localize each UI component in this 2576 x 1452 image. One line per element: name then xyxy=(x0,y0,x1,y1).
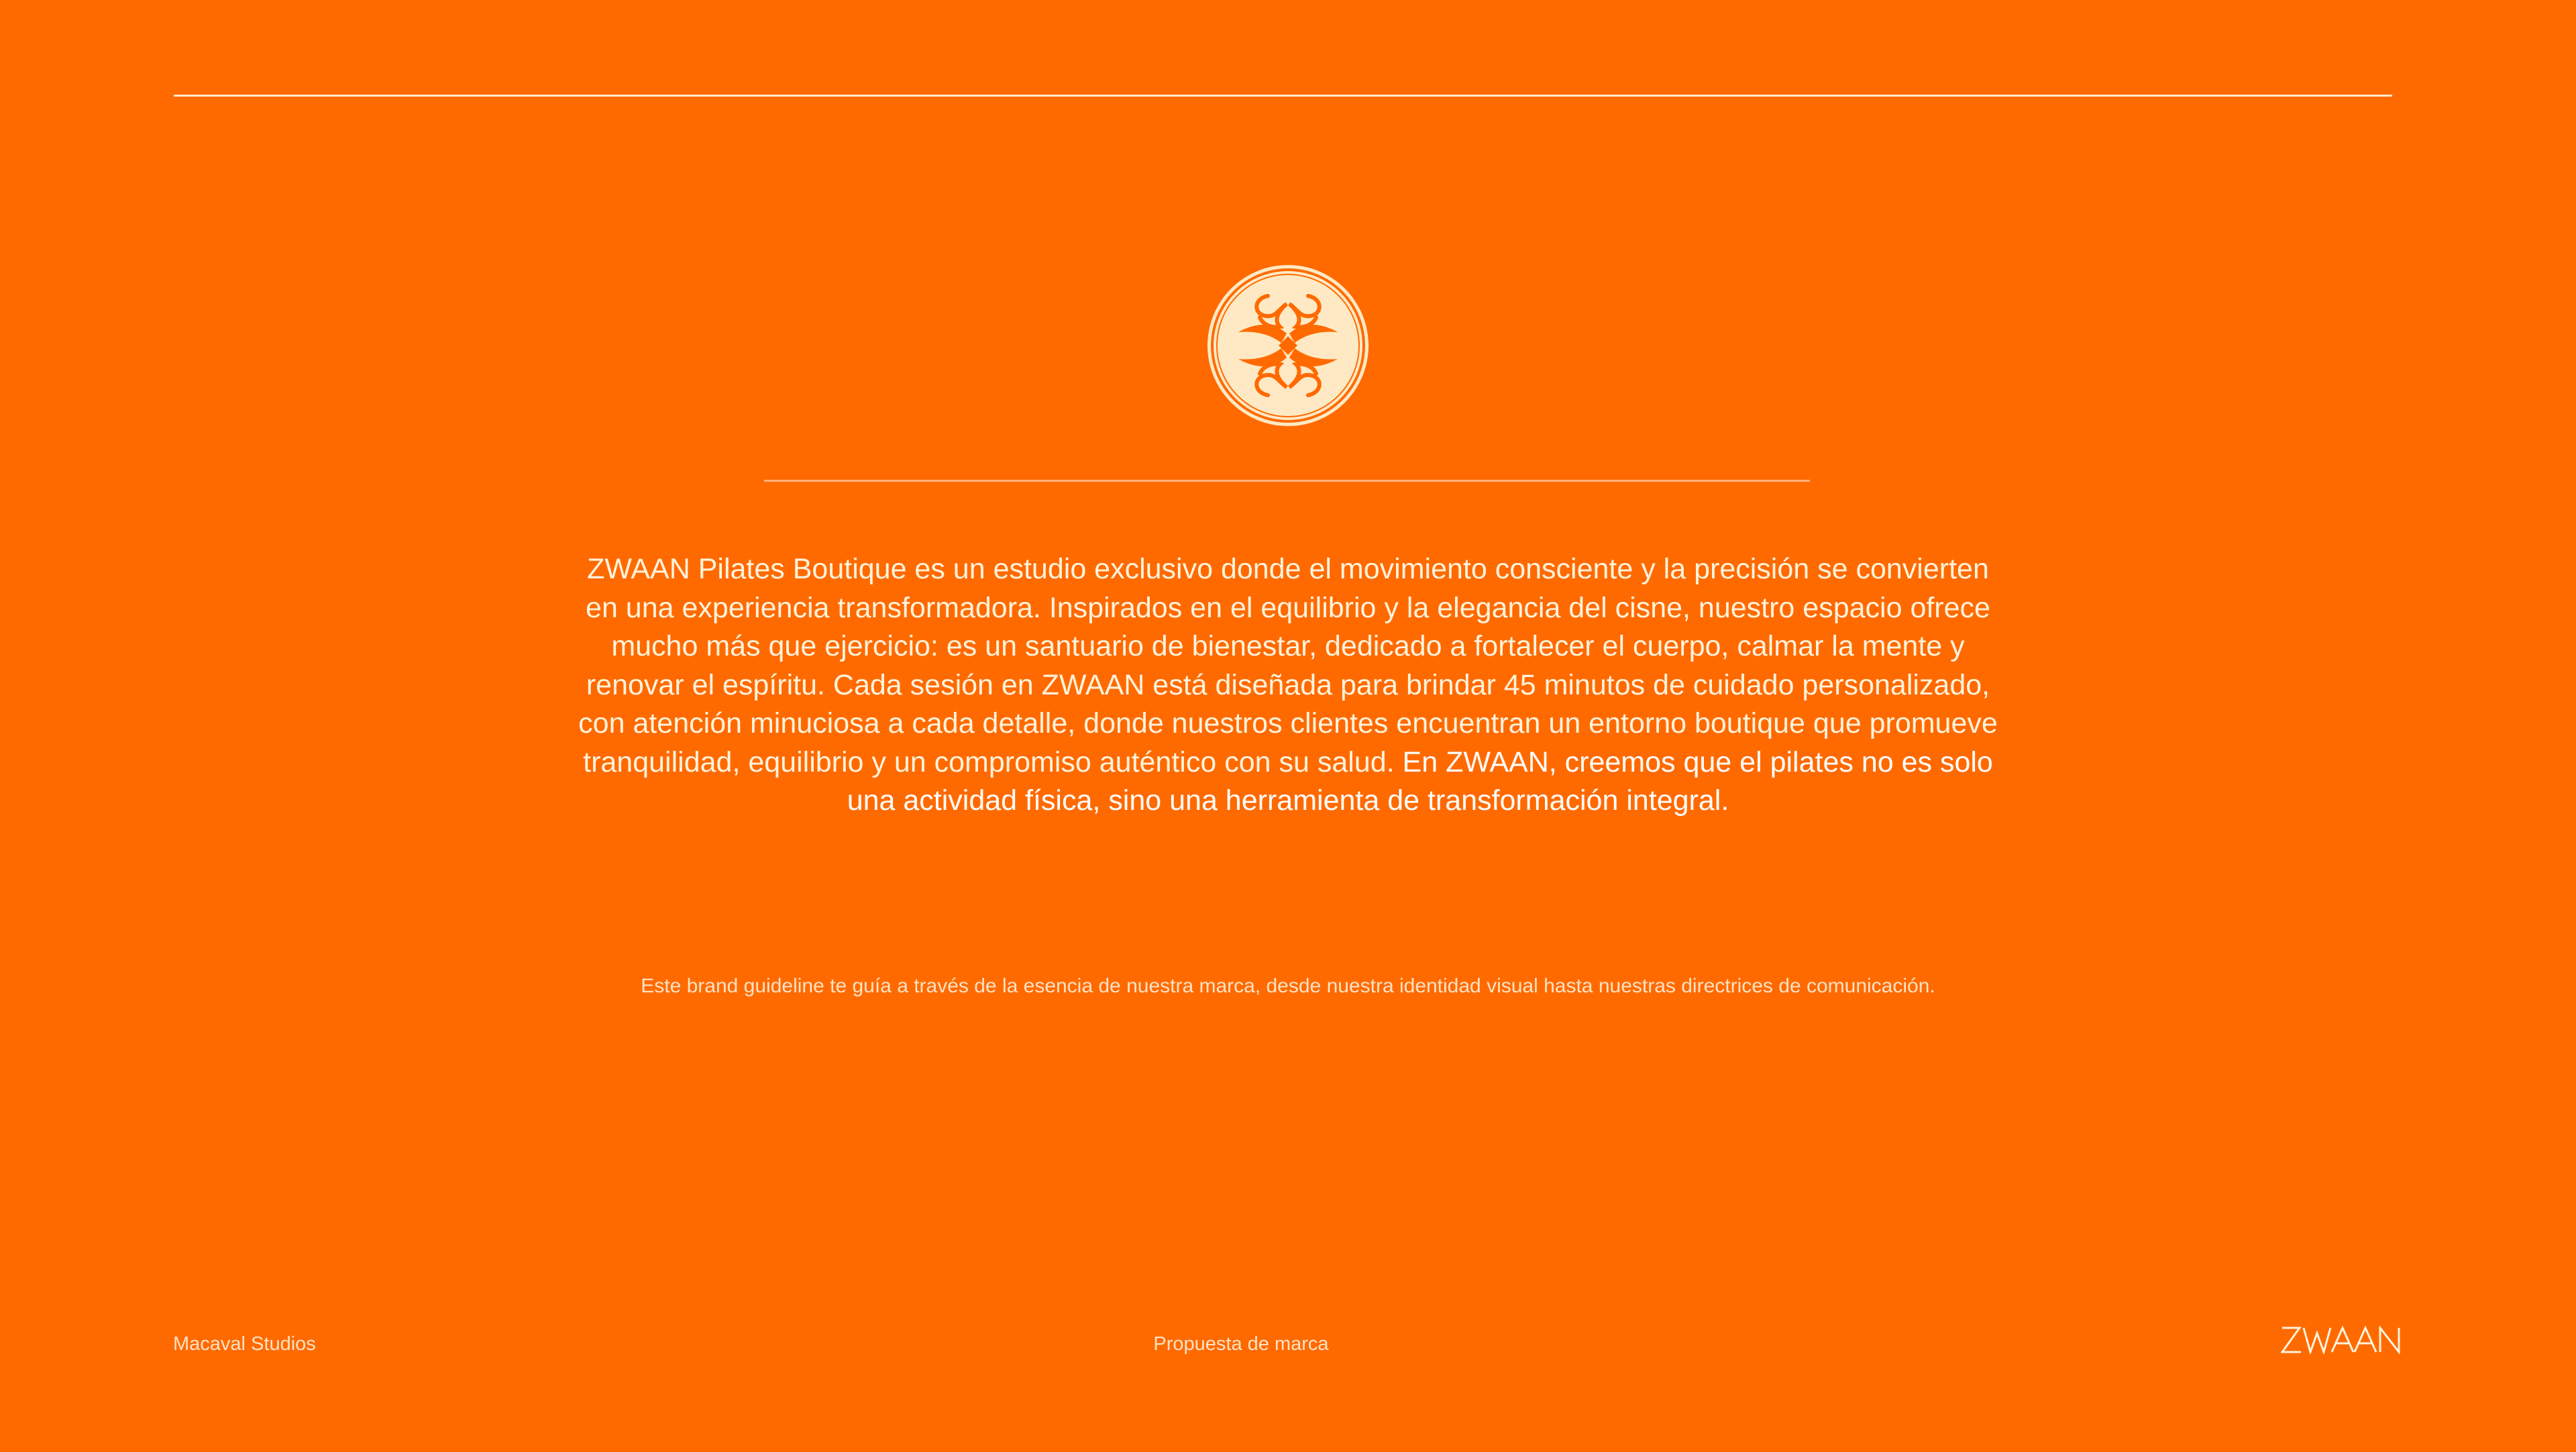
guideline-note: Este brand guideline te guía a través de la esencia de nuestra marca, desde nuestra identidad visual hasta nuestras directrices de comunicación. xyxy=(641,975,1935,997)
intro-body: ZWAAN Pilates Boutique es un estudio exclusivo donde el movimiento consciente y la precisión se convierten en una experiencia transformadora. Inspirados en el equilibrio y la elegancia del cisne, nuestro espacio ofrece mucho más que ejercicio: es un santuario de bienestar, dedicado a fortalecer el cuerpo, calmar la mente y renovar el espíritu. Cada sesión en ZWAAN está diseñada para brindar 45 minutos de cuidado personalizado, con atención minuciosa a cada detalle, donde nuestros clientes encuentran un entorno boutique que promueve tranquilidad, equilibrio y un compromiso auténtico con su salud. xyxy=(578,553,1998,778)
zwaan-wordmark-logo xyxy=(2281,1326,2404,1354)
swan-emblem-icon xyxy=(1206,264,1370,427)
center-divider xyxy=(764,480,1810,482)
intro-paragraph xyxy=(570,550,2006,821)
footer-studio-name: Macaval Studios xyxy=(173,1333,316,1355)
top-divider xyxy=(174,95,2392,97)
footer-section-label: Propuesta de marca xyxy=(1153,1333,1329,1355)
intro-emphasis: En ZWAAN, creemos que el pilates no es solo una actividad física, sino una herramienta de transformación integral. xyxy=(847,745,1993,817)
